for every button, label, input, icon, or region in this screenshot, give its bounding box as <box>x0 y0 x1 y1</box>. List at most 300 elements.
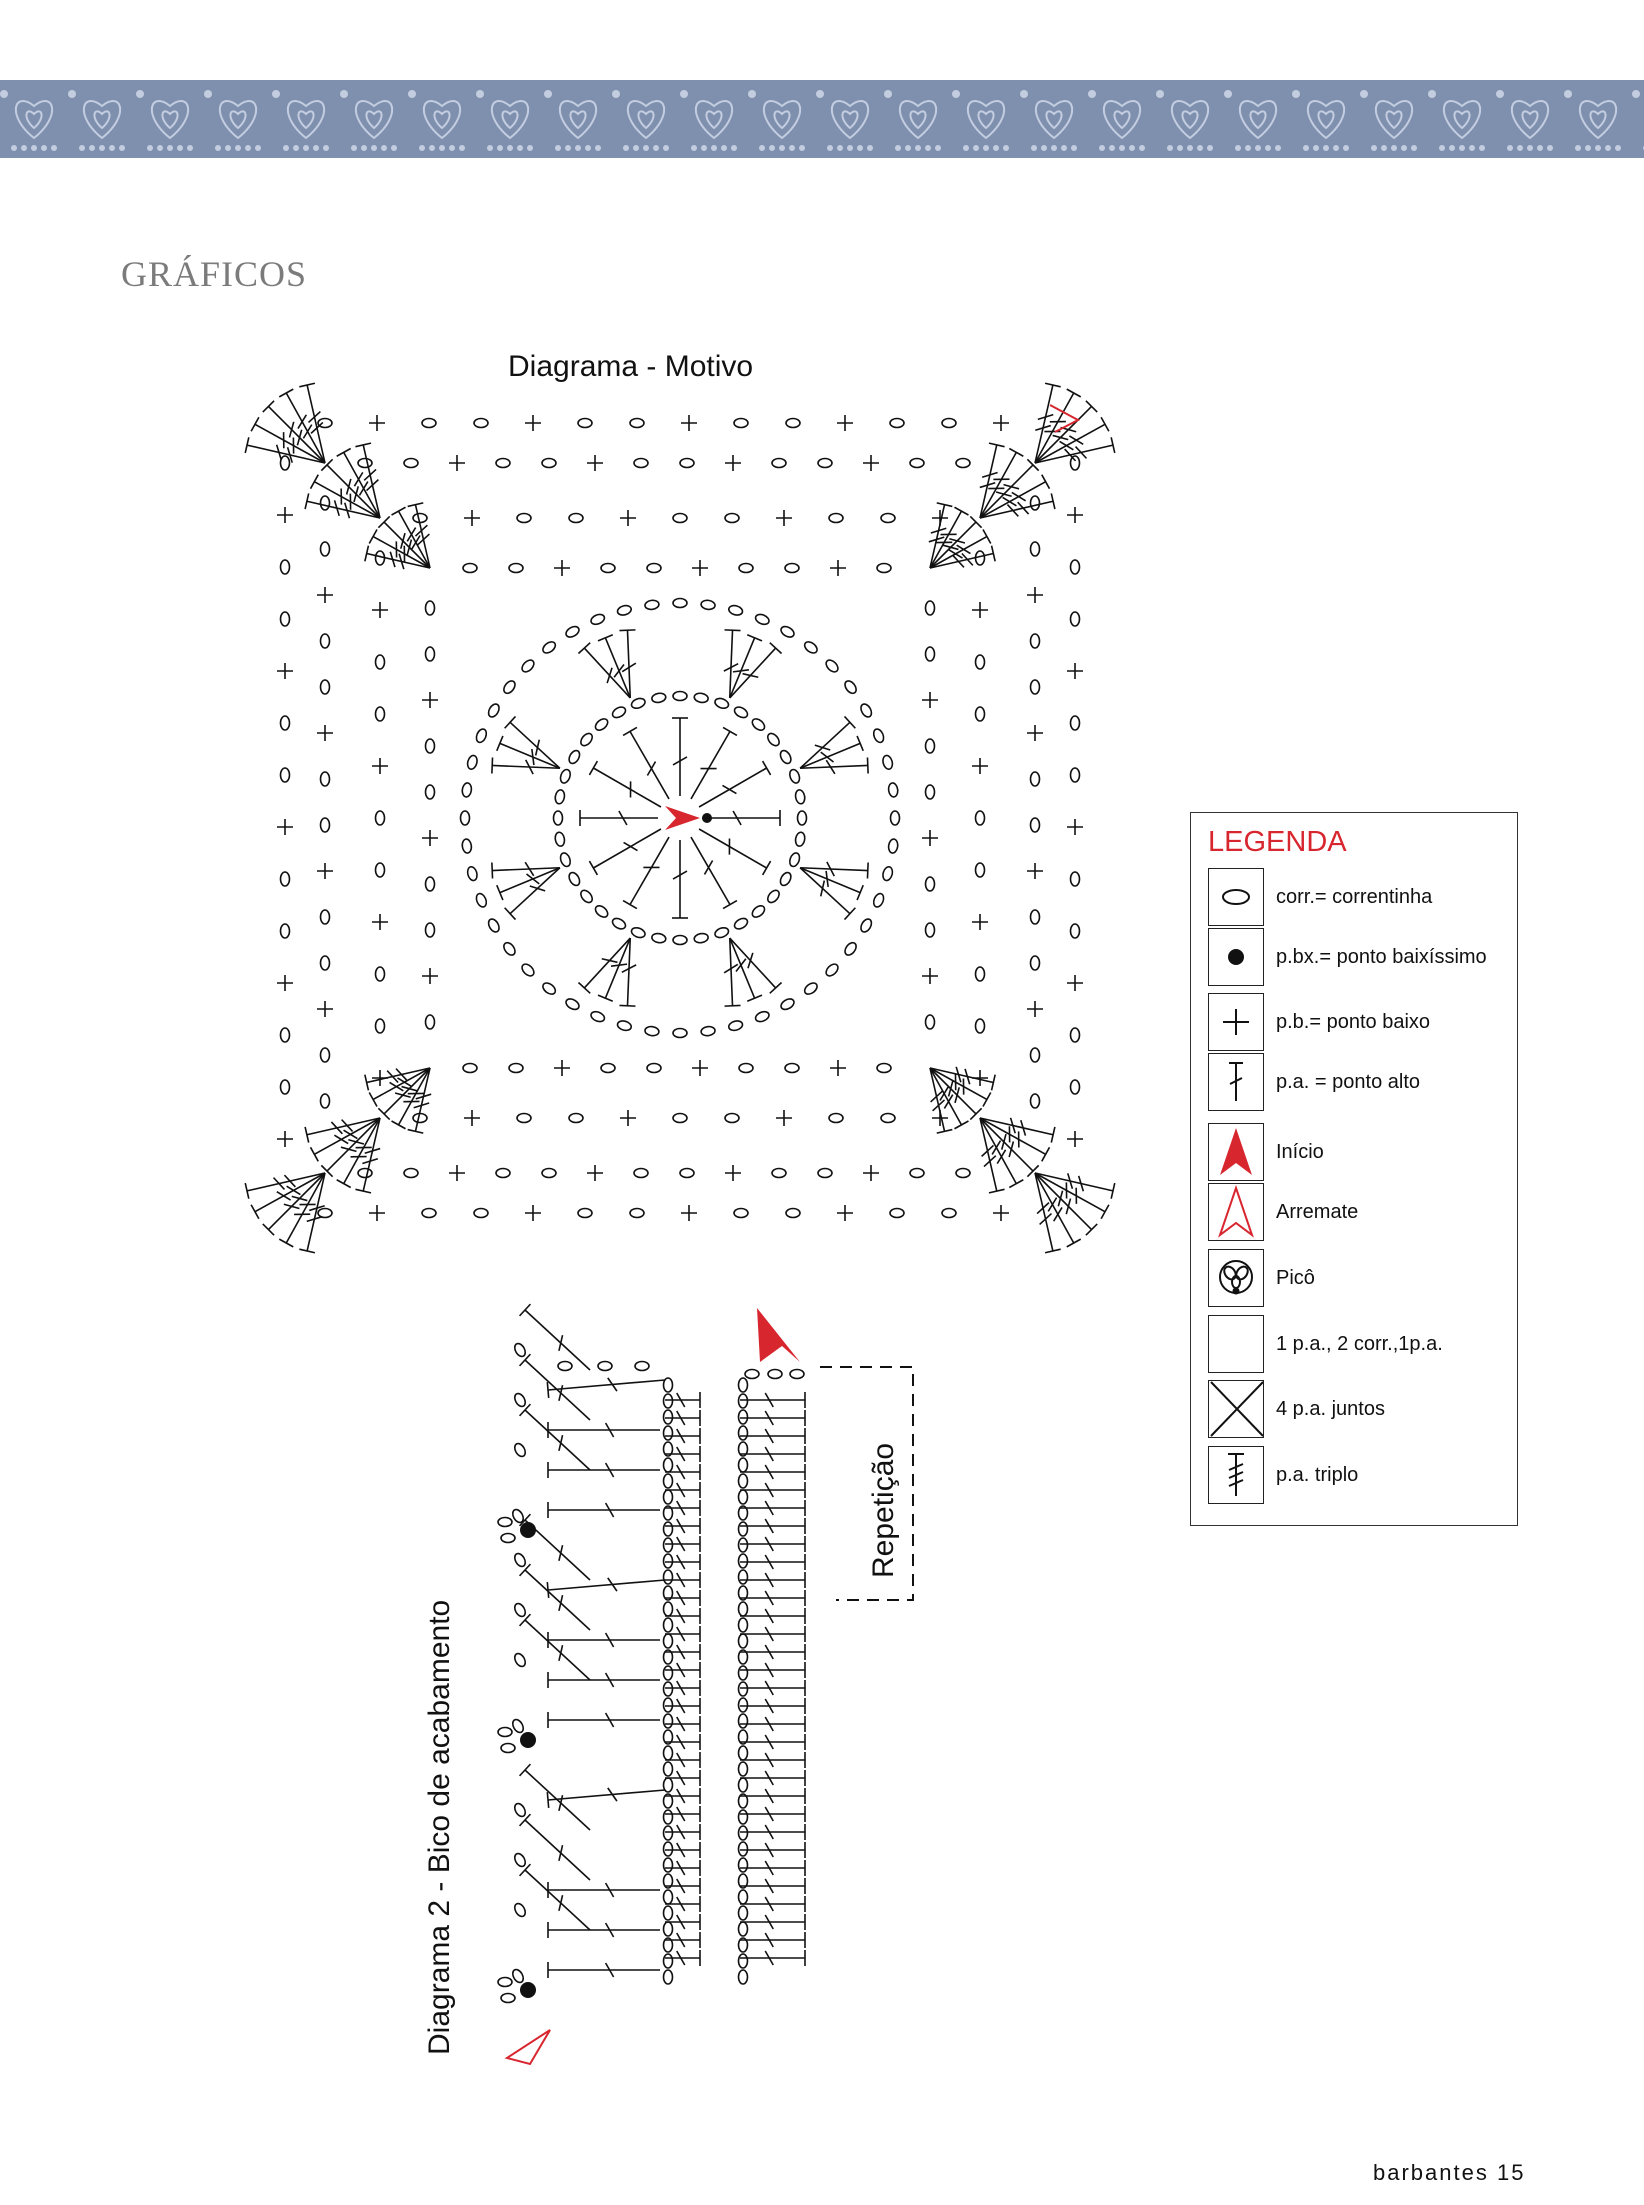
chain-stitch <box>651 932 666 943</box>
chain-stitch <box>358 459 372 468</box>
double-crochet-stitch <box>547 1378 665 1398</box>
single-crochet-stitch <box>972 602 988 618</box>
chain-stitch <box>976 811 985 825</box>
chain-stitch <box>593 717 610 733</box>
chain-stitch <box>942 419 956 428</box>
chain-stitch <box>496 1169 510 1178</box>
chain-stitch <box>404 1169 418 1178</box>
chain-stitch <box>664 1858 673 1872</box>
chain-stitch <box>882 866 894 882</box>
chain-stitch <box>474 1209 488 1218</box>
chain-stitch <box>664 1922 673 1936</box>
single-crochet-stitch <box>830 1060 846 1076</box>
double-crochet-stitch <box>665 1572 700 1588</box>
chain-stitch <box>517 1114 531 1123</box>
chain-stitch <box>750 904 767 920</box>
double-crochet-stitch <box>724 630 741 698</box>
double-crochet-stitch <box>547 1578 665 1598</box>
chain-stitch <box>739 1618 748 1632</box>
chain-stitch <box>664 1634 673 1648</box>
chain-stitch <box>818 459 832 468</box>
chain-stitch <box>321 818 330 832</box>
single-crochet-stitch <box>554 1060 570 1076</box>
chain-stitch <box>558 1362 572 1371</box>
single-crochet-stitch <box>692 1060 708 1076</box>
legend-label: p.a. = ponto alto <box>1276 1071 1421 1093</box>
double-crochet-stitch <box>392 1068 430 1129</box>
chain-stitch <box>321 910 330 924</box>
chain-stitch <box>785 1064 799 1073</box>
chain-stitch <box>664 1490 673 1504</box>
chain-stitch <box>910 459 924 468</box>
chain-stitch <box>882 754 894 770</box>
double-crochet-stitch <box>740 1518 805 1534</box>
double-crochet-stitch <box>520 1514 590 1580</box>
chain-stitch <box>694 932 709 943</box>
chain-stitch <box>426 877 435 891</box>
chain-stitch <box>422 1209 436 1218</box>
double-crochet-stitch <box>740 1410 805 1426</box>
legend-title: LEGENDA <box>1208 826 1347 858</box>
double-crochet-stitch <box>930 507 968 568</box>
single-crochet-stitch <box>372 914 388 930</box>
double-crochet-stitch <box>665 1860 700 1876</box>
double-crochet-stitch <box>263 1173 325 1235</box>
chain-stitch <box>739 1570 748 1584</box>
chain-stitch <box>739 1890 748 1904</box>
single-crochet-stitch <box>776 1110 792 1126</box>
double-crochet-stitch <box>730 938 762 1001</box>
chain-stitch <box>564 624 581 639</box>
single-crochet-stitch <box>681 1205 697 1221</box>
double-crochet-stitch <box>800 736 863 768</box>
chain-stitch <box>1031 1094 1040 1108</box>
chain-stitch <box>1031 956 1040 970</box>
single-crochet-stitch <box>837 1205 853 1221</box>
double-crochet-stitch <box>665 1464 700 1480</box>
chain-stitch <box>664 1522 673 1536</box>
chain-stitch <box>1031 680 1040 694</box>
chain-stitch <box>942 1209 956 1218</box>
single-crochet-stitch <box>830 560 846 576</box>
chain-stitch <box>498 1978 512 1987</box>
double-crochet-stitch <box>665 1662 700 1678</box>
double-crochet-stitch <box>548 1422 660 1438</box>
chain-stitch <box>1071 560 1080 574</box>
double-crochet-stitch <box>369 1068 430 1106</box>
double-crochet-stitch <box>548 1672 660 1688</box>
chain-stitch <box>754 1010 770 1024</box>
chain-stitch <box>739 1922 748 1936</box>
chain-stitch <box>1031 818 1040 832</box>
chain-stitch <box>426 1015 435 1029</box>
chain-stitch <box>779 624 796 639</box>
double-crochet-stitch <box>1035 401 1097 463</box>
chain-stitch <box>739 1682 748 1696</box>
legend-label: p.b.= ponto baixo <box>1276 1011 1431 1033</box>
chain-stitch <box>486 702 501 719</box>
bico-diagram-title: Diagrama 2 - Bico de acabamento <box>423 1599 456 2055</box>
chain-stitch <box>888 782 899 797</box>
double-crochet-stitch <box>740 1770 805 1786</box>
legend-label: Picô <box>1276 1267 1315 1289</box>
chain-stitch <box>976 707 985 721</box>
chain-stitch <box>976 655 985 669</box>
legend-label: 1 p.a., 2 corr.,1p.a. <box>1276 1333 1443 1355</box>
chain-stitch <box>788 852 801 868</box>
single-crochet-stitch <box>422 692 438 708</box>
chain-stitch <box>664 1666 673 1680</box>
single-crochet-stitch <box>317 1001 333 1017</box>
double-crochet-stitch <box>672 840 688 918</box>
chain-stitch <box>768 1370 782 1379</box>
picot-icon <box>1208 1249 1264 1307</box>
chain-stitch <box>321 1094 330 1108</box>
chain-stitch <box>843 679 859 696</box>
single-crochet-stitch <box>692 560 708 576</box>
double-crochet-stitch <box>740 1428 805 1444</box>
chain-stitch <box>664 1570 673 1584</box>
chain-stitch <box>664 1842 673 1856</box>
chain-stitch <box>579 888 595 905</box>
chain-stitch <box>541 640 558 656</box>
chain-stitch <box>739 1522 748 1536</box>
chain-stitch <box>824 658 840 674</box>
chain-stitch <box>739 1858 748 1872</box>
chain-stitch <box>404 459 418 468</box>
single-crochet-stitch <box>1067 507 1083 523</box>
chain-stitch <box>739 1714 748 1728</box>
single-crochet-stitch <box>317 725 333 741</box>
double-crochet-stitch <box>740 1536 805 1552</box>
chain-stitch <box>461 839 472 854</box>
chain-stitch <box>422 419 436 428</box>
single-crochet-stitch <box>277 663 293 679</box>
chain-stitch <box>739 1762 748 1776</box>
chain-stitch <box>598 1362 612 1371</box>
chain-stitch <box>475 728 489 744</box>
double-crochet-stitch <box>800 757 868 773</box>
chain-stitch <box>739 1458 748 1472</box>
chain-stitch <box>509 1064 523 1073</box>
double-crochet-stitch <box>548 1712 660 1728</box>
chain-stitch <box>513 1802 528 1819</box>
chain-stitch <box>426 739 435 753</box>
chain-stitch <box>376 863 385 877</box>
chain-stitch <box>926 785 935 799</box>
chain-stitch <box>673 692 687 701</box>
double-crochet-stitch <box>930 1068 968 1129</box>
single-crochet-stitch <box>449 455 465 471</box>
double-crochet-stitch <box>665 1428 700 1444</box>
single-crochet-stitch <box>277 1131 293 1147</box>
single-crochet-stitch <box>422 830 438 846</box>
double-crochet-stitch <box>279 1173 325 1247</box>
chain-stitch <box>877 1064 891 1073</box>
chain-stitch <box>647 564 661 573</box>
finish-arrow-icon <box>1208 1183 1264 1241</box>
legend-label: p.a. triplo <box>1276 1464 1359 1486</box>
chain-stitch <box>766 731 782 748</box>
single-crochet-stitch <box>620 1110 636 1126</box>
slip-stitch <box>520 1982 536 1998</box>
chain-stitch <box>739 1698 748 1712</box>
double-crochet-stitch <box>740 1788 805 1804</box>
chain-stitch <box>701 599 716 610</box>
repeat-label: Repetição <box>867 1442 900 1578</box>
chain-stitch <box>498 1518 512 1527</box>
chain-stitch <box>673 514 687 523</box>
chain-stitch <box>593 904 610 920</box>
legend-item <box>1208 1123 1508 1183</box>
chain-stitch <box>798 811 807 825</box>
chain-stitch <box>664 1890 673 1904</box>
double-crochet-stitch <box>665 1896 700 1912</box>
double-crochet-stitch <box>520 1614 590 1680</box>
double-crochet-stitch <box>619 630 635 698</box>
chain-stitch <box>567 871 582 888</box>
chain-stitch <box>559 768 572 784</box>
chain-stitch <box>616 604 632 616</box>
chain-stitch <box>542 459 556 468</box>
chain-stitch <box>541 981 558 997</box>
chain-stitch <box>680 459 694 468</box>
chain-stitch <box>956 1169 970 1178</box>
chain-stitch <box>890 1209 904 1218</box>
chain-stitch <box>818 1169 832 1178</box>
chain-stitch <box>567 749 582 766</box>
double-crochet-stitch <box>547 1788 665 1808</box>
legend-item <box>1208 928 1508 988</box>
chain-stitch <box>644 599 659 610</box>
chain-stitch <box>578 419 592 428</box>
chain-stitch <box>739 1426 748 1440</box>
legend-item <box>1208 1446 1508 1506</box>
chain-stitch <box>281 456 290 470</box>
slip-stitch-icon <box>1208 928 1264 986</box>
chain-stitch <box>611 705 628 720</box>
double-crochet-stitch <box>740 1932 805 1948</box>
chain-stitch <box>739 1970 748 1984</box>
section-title: GRÁFICOS <box>121 254 308 294</box>
double-crochet-stitch <box>702 810 780 826</box>
double-crochet-stitch <box>665 1914 700 1930</box>
chain-stitch <box>976 863 985 877</box>
chain-stitch <box>664 1602 673 1616</box>
double-crochet-stitch <box>740 1572 805 1588</box>
chain-stitch <box>926 1015 935 1029</box>
double-crochet-stitch <box>665 1806 700 1822</box>
double-crochet-stitch <box>800 862 868 879</box>
chain-stitch <box>926 601 935 615</box>
double-crochet-stitch <box>619 938 636 1006</box>
chain-stitch <box>554 832 565 847</box>
chain-stitch <box>321 542 330 556</box>
chain-stitch <box>513 1342 528 1359</box>
double-crochet-stitch <box>548 1882 660 1898</box>
double-crochet-stitch <box>724 938 740 1006</box>
chain-stitch <box>486 917 501 934</box>
chain-stitch <box>714 697 730 710</box>
chain-stitch <box>754 613 770 627</box>
double-crochet-stitch <box>520 1564 590 1630</box>
legend-label: Arremate <box>1276 1201 1359 1223</box>
chain-stitch <box>644 1026 659 1037</box>
chain-stitch <box>794 789 805 804</box>
chain-stitch <box>1071 612 1080 626</box>
chain-stitch <box>1071 716 1080 730</box>
chain-stitch <box>739 564 753 573</box>
chain-stitch <box>926 739 935 753</box>
chain-stitch <box>664 1426 673 1440</box>
single-crochet-stitch <box>1027 725 1043 741</box>
double-crochet-stitch <box>740 1896 805 1912</box>
chain-stitch <box>926 923 935 937</box>
double-crochet-stitch <box>740 1392 805 1408</box>
chain-stitch <box>926 877 935 891</box>
double-crochet-stitch <box>1035 1173 1097 1235</box>
chain-stitch <box>1071 924 1080 938</box>
double-crochet-stitch <box>497 868 560 900</box>
double-crochet-stitch <box>740 1626 805 1642</box>
double-crochet-stitch <box>740 1914 805 1930</box>
chain-stitch <box>376 811 385 825</box>
double-crochet-stitch <box>980 449 1023 518</box>
double-crochet-stitch <box>740 1608 805 1624</box>
double-crochet-stitch <box>930 530 991 568</box>
chain-stitch <box>779 997 796 1012</box>
chain-stitch <box>569 514 583 523</box>
chain-stitch <box>501 1534 515 1543</box>
chain-stitch <box>739 1490 748 1504</box>
chain-stitch <box>739 1666 748 1680</box>
chain-stitch <box>824 962 840 978</box>
chain-stitch <box>714 926 730 939</box>
double-crochet-stitch <box>730 643 782 698</box>
single-crochet-stitch <box>277 819 293 835</box>
motivo-diagram-title: Diagrama - Motivo <box>508 350 754 383</box>
legend-item <box>1208 1380 1508 1440</box>
single-crochet-stitch <box>1067 1131 1083 1147</box>
chain-stitch <box>786 1209 800 1218</box>
chain-stitch <box>520 658 536 674</box>
single-crochet-stitch <box>776 510 792 526</box>
single-crochet-stitch <box>449 1165 465 1181</box>
single-crochet-stitch <box>464 1110 480 1126</box>
legend-label: p.bx.= ponto baixíssimo <box>1276 946 1487 968</box>
chain-stitch <box>888 839 899 854</box>
chain-stitch <box>673 1029 687 1038</box>
chain-stitch <box>647 1064 661 1073</box>
start-arrow-icon <box>757 1308 800 1362</box>
chain-stitch <box>664 1826 673 1840</box>
single-crochet-stitch <box>317 587 333 603</box>
double-crochet-stitch <box>740 1716 805 1732</box>
chain-stitch <box>1071 1080 1080 1094</box>
chain-stitch <box>891 811 900 825</box>
page-footer <box>1373 2160 1525 2186</box>
double-crochet-stitch <box>740 1644 805 1660</box>
chain-stitch <box>664 1618 673 1632</box>
legend-item <box>1208 993 1508 1053</box>
single-crochet-stitch <box>525 1205 541 1221</box>
double-crochet-stitch <box>520 1304 590 1370</box>
single-crochet-stitch <box>277 975 293 991</box>
double-crochet-stitch <box>548 1462 660 1478</box>
chain-stitch <box>513 1652 528 1669</box>
double-crochet-stitch <box>740 1662 805 1678</box>
chain-stitch <box>739 1378 748 1392</box>
chain-stitch <box>739 1954 748 1968</box>
chain-stitch <box>569 1114 583 1123</box>
chain-stitch <box>281 924 290 938</box>
double-crochet-stitch <box>548 1962 660 1978</box>
double-crochet-stitch <box>1035 1173 1109 1219</box>
chain-stitch <box>513 1602 528 1619</box>
chain-stitch <box>281 768 290 782</box>
double-crochet-stitch <box>263 401 325 463</box>
single-crochet-stitch <box>922 968 938 984</box>
repeat-bracket <box>820 1367 913 1600</box>
chain-stitch <box>1071 872 1080 886</box>
double-crochet-stitch <box>980 1118 1049 1161</box>
chain-stitch <box>739 1778 748 1792</box>
chain-stitch <box>859 702 874 719</box>
chain-icon <box>1208 868 1264 926</box>
single-crochet-stitch <box>725 455 741 471</box>
chain-stitch <box>630 926 646 939</box>
chain-stitch <box>1031 634 1040 648</box>
chain-stitch <box>877 564 891 573</box>
single-crochet-stitch <box>863 455 879 471</box>
chain-stitch <box>513 1902 528 1919</box>
chain-stitch <box>475 892 489 908</box>
single-crochet-stitch <box>587 1165 603 1181</box>
single-crochet-stitch <box>1027 587 1043 603</box>
single-crochet-stitch <box>372 758 388 774</box>
chain-stitch <box>426 923 435 937</box>
chain-stitch <box>426 601 435 615</box>
chain-stitch <box>321 634 330 648</box>
chain-stitch <box>739 1602 748 1616</box>
chain-stitch <box>739 1064 753 1073</box>
chain-stitch <box>1031 1048 1040 1062</box>
single-crochet-stitch <box>993 415 1009 431</box>
legend-item <box>1208 1315 1508 1375</box>
single-crochet-stitch <box>554 560 570 576</box>
chain-stitch <box>664 1394 673 1408</box>
double-crochet-icon <box>1208 1053 1264 1111</box>
chain-stitch <box>616 1020 632 1032</box>
chain-stitch <box>778 749 793 766</box>
chain-stitch <box>376 967 385 981</box>
chain-stitch <box>281 872 290 886</box>
double-crochet-stitch <box>548 1502 660 1518</box>
chain-stitch <box>513 1552 528 1569</box>
chain-stitch <box>1071 1028 1080 1042</box>
chain-stitch <box>358 1169 372 1178</box>
chain-stitch <box>651 692 666 703</box>
single-crochet-stitch <box>972 758 988 774</box>
legend-label: corr.= correntinha <box>1276 886 1433 908</box>
chain-stitch <box>739 1826 748 1840</box>
chain-stitch <box>778 871 793 888</box>
chain-stitch <box>634 459 648 468</box>
chain-stitch <box>725 1114 739 1123</box>
chain-stitch <box>1071 768 1080 782</box>
chain-stitch <box>511 1718 526 1735</box>
chain-stitch <box>559 852 572 868</box>
